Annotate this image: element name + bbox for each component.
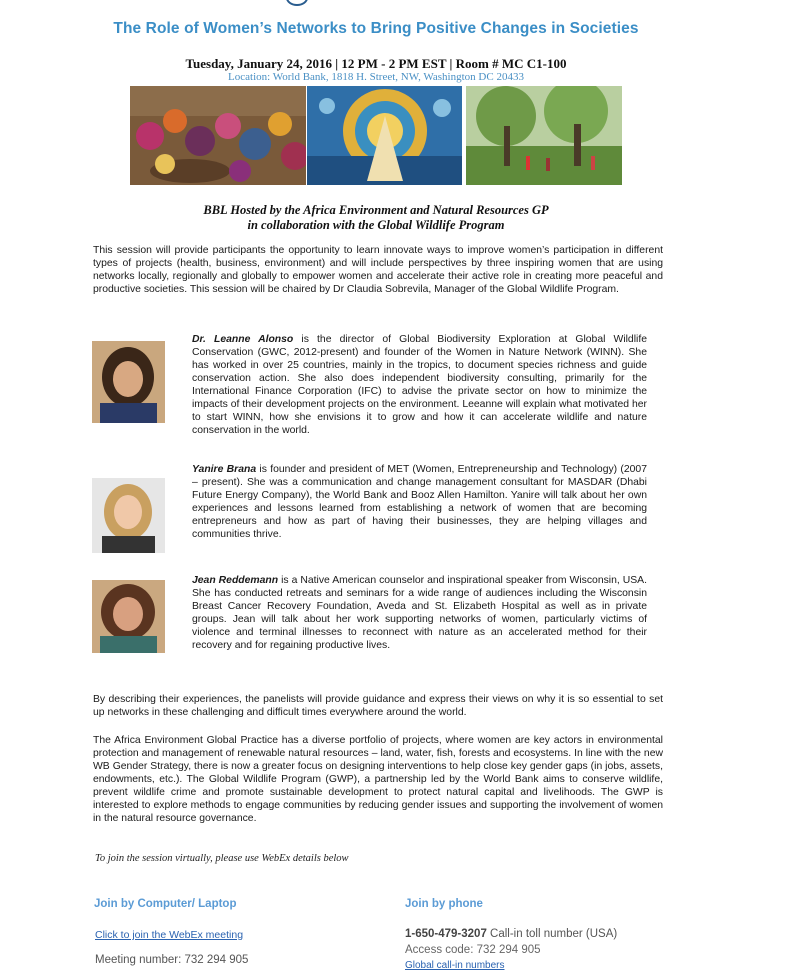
closing-paragraph-1: By describing their experiences, the panelists will provide guidance and express their views on why it is so essential to set up networks in these challenging and difficult times everywhere around the world.: [93, 694, 663, 718]
event-location: Location: World Bank, 1818 H. Street, NW, Washington DC 20433: [228, 71, 524, 83]
phone-call-in: [405, 928, 617, 940]
speaker-name: Yanire Brana: [192, 464, 257, 475]
global-call-in-numbers-link[interactable]: Global call-in numbers: [405, 960, 505, 971]
banner-photo-forest: [466, 86, 622, 185]
speaker-bio-yanire-brana: [192, 463, 647, 541]
speaker-bio-text: is founder and president of MET (Women, Entrepreneurship and Technology) (2007 – present). She was a communication and change management consultant for MASDAR (Dhabi Future Energy Company), the World Bank and Booz Allen Hamilton. Yanire will talk about her own experiences and lessons learned from establishing a network of women that are becoming entrepreneurs and how as part of having their businesses, they are helping villages and communities thrive.: [192, 464, 647, 540]
logo-globe-icon: [286, 0, 308, 6]
speaker-bio-text: is a Native American counselor and inspirational speaker from Wisconsin, USA. She has conducted retreats and seminars for a wide range of audiences including the Wisconsin Breast Cancer Recovery Foundation, Aveda and St. Elizabeth Hospital as well as in private groups. Jean will talk about her work supporting networks of women, particularly victims of violence and terminal illnesses to reconnect with nature as an accelerated method for their recovery and for regaining productive lives.: [192, 575, 648, 651]
hosted-by-line-2: in collaboration with the Global Wildlife Program: [247, 218, 505, 232]
speaker-photo-jean-reddemann: [92, 580, 165, 653]
hosted-by-line-1: BBL Hosted by the Africa Environment and Natural Resources GP: [203, 203, 549, 217]
speaker-name: Dr. Leanne Alonso: [192, 334, 294, 345]
meeting-number: Meeting number: 732 294 905: [95, 954, 249, 966]
join-computer-heading: Join by Computer/ Laptop: [94, 898, 237, 910]
speaker-bio-text: is the director of Global Biodiversity Exploration at Global Wildlife Conservation (GWC, 2012-present) and founder of the Women in Nature Network (WINN). She has worked in over 25 countries, mainly in the tropics, to document species richness and guide conservation action. She also does independent biodiversity consulting, primarily for the International Finance Corporation (IFC) to advise the private sector on how to minimize the impacts of their development projects on the environment. Leeanne will explain what motivated her to start WINN, how she envisions it to grow and how it can accelerate wildlife and nature conservation in the world.: [192, 334, 647, 436]
webex-meeting-link[interactable]: Click to join the WebEx meeting: [95, 929, 244, 941]
page-title: The Role of Women’s Networks to Bring Positive Changes in Societies: [113, 20, 639, 37]
phone-number: 1-650-479-3207: [405, 928, 487, 940]
speaker-bio-leanne-alonso: [192, 333, 647, 437]
access-code: Access code: 732 294 905: [405, 944, 541, 956]
banner-photo-women-gathering: [130, 86, 306, 185]
speaker-name: Jean Reddemann: [192, 575, 279, 586]
intro-paragraph: This session will provide participants the opportunity to learn innovate ways to improve women’s participation in different types of projects (health, business, environment) and will include perspectives by three inspiring women that are using networks locally, regionally and globally to empower women and accelerate their active role in creating more peaceful and productive societies. This session will be chaired by Dr Claudia Sobrevila, Manager of the Global Wildlife Program.: [93, 245, 663, 295]
speaker-bio-jean-reddemann: [192, 574, 647, 652]
virtual-join-note: To join the session virtually, please use WebEx details below: [95, 853, 349, 864]
join-phone-heading: Join by phone: [405, 898, 483, 910]
phone-description: Call-in toll number (USA): [486, 928, 618, 940]
speaker-photo-leanne-alonso: [92, 341, 165, 423]
speaker-photo-yanire-brana: [92, 478, 165, 553]
closing-paragraph-2: The Africa Environment Global Practice has a diverse portfolio of projects, where women are key actors in environmental protection and management of renewable natural resources – land, water, fish, forests and ecosystems. In line with the new WB Gender Strategy, there is now a greater focus on designing interventions to help close key gender gaps (in jobs, assets, endowments, etc.). The Global Wildlife Program (GWP), a partnership led by the World Bank aims to conserve wildlife, prevent wildlife crime and promote sustainable development to protect natural capital and livelihoods. The GWP is interested to explore methods to engage communities by reducing gender issues and supporting the involvement of women in the natural resource governance.: [93, 735, 663, 824]
hosted-by: [0, 203, 752, 233]
event-date-line: Tuesday, January 24, 2016 | 12 PM - 2 PM EST | Room # MC C1-100: [185, 56, 567, 71]
banner-photo-mural: [307, 86, 462, 185]
